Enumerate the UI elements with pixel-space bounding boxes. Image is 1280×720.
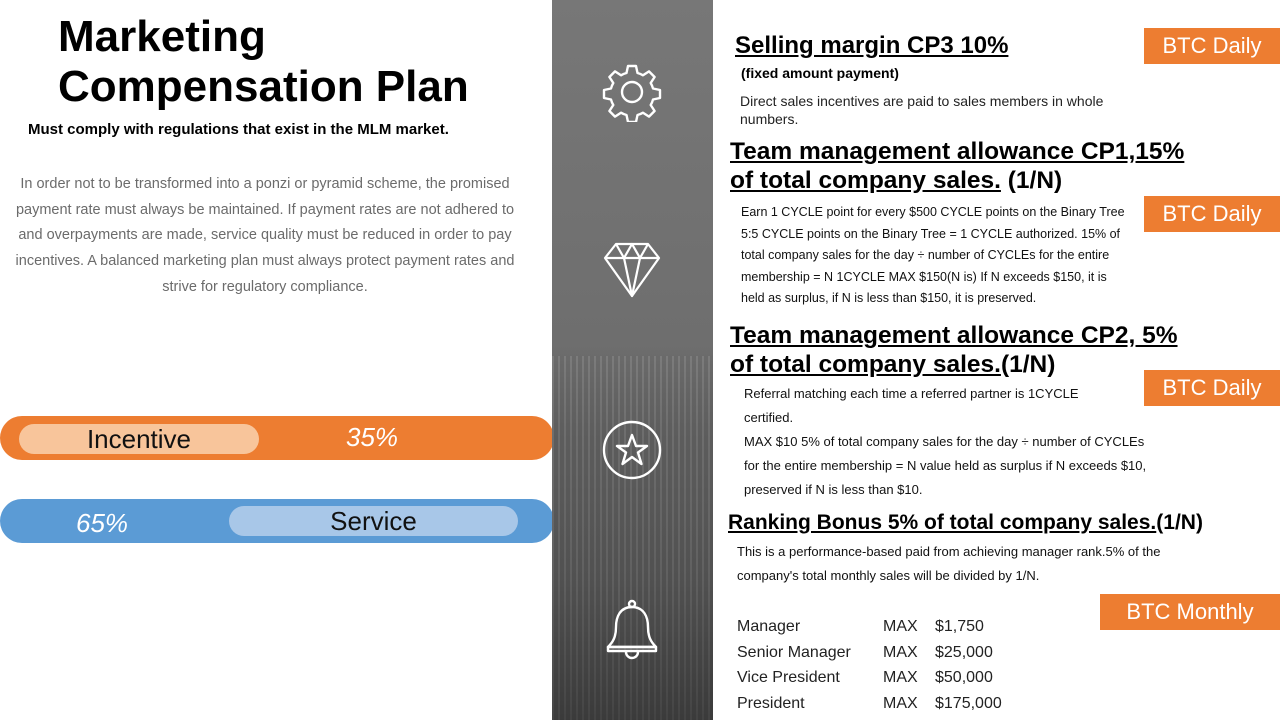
- rank-name: Manager: [737, 618, 801, 635]
- incentive-label: Incentive: [19, 424, 259, 454]
- section2-heading: [730, 137, 1250, 195]
- rank-row: [737, 614, 1037, 640]
- rank-amount: $25,000: [935, 643, 993, 661]
- rank-max: MAX: [883, 695, 918, 713]
- rank-max: MAX: [883, 669, 918, 687]
- rank-amount: $1,750: [935, 618, 984, 635]
- section1-heading: Selling margin CP3 10%: [735, 32, 1009, 59]
- background-photo: [552, 356, 713, 720]
- service-percent: 65%: [76, 508, 129, 538]
- bell-icon: [602, 599, 662, 661]
- section3-heading-line2: of total company sales.: [730, 351, 1001, 378]
- service-bar: [0, 499, 554, 543]
- section3-badge: BTC Daily: [1144, 370, 1280, 406]
- section4-heading-main: Ranking Bonus 5% of total company sales.: [728, 511, 1157, 534]
- rank-amount: $50,000: [935, 669, 993, 687]
- section4-heading-suffix: (1/N): [1156, 511, 1203, 534]
- section3-heading-line1: Team management allowance CP2, 5%: [730, 322, 1178, 349]
- gear-icon: [602, 62, 662, 122]
- section2-heading-line1: Team management allowance CP1,15%: [730, 138, 1185, 165]
- section4-badge: BTC Monthly: [1100, 594, 1280, 630]
- section2-body: Earn 1 CYCLE point for every $500 CYCLE points on the Binary Tree 5:5 CYCLE points on the Binary Tree = 1 CYCLE authorized. 15% of total company sales for the day ÷ number of CYCLEs for the entire membership = N 1CYCLE MAX $150(N is) If N exceeds $150, it is held as surplus, if N is less than $150, it is preserved.: [741, 205, 1125, 305]
- icon-column: [552, 0, 713, 720]
- rank-name: Senior Manager: [737, 643, 851, 661]
- rank-max: MAX: [883, 643, 918, 661]
- section1-subheading: (fixed amount payment): [741, 65, 899, 81]
- section4-body: This is a performance-based paid from achieving manager rank.5% of the company's total monthly sales will be divided by 1/N.: [737, 544, 1161, 583]
- section2-heading-suffix: (1/N): [1000, 167, 1063, 194]
- description: In order not to be transformed into a ponzi or pyramid scheme, the promised payment rate must always be maintained. If payment rates are not adhered to and overpayments are made, service quality must be reduced in order to pay incentives. A balanced marketing plan must always protect payment rates and strive for regulatory compliance.: [15, 176, 515, 295]
- title-line-2: Compensation Plan: [58, 62, 469, 111]
- section2-badge: BTC Daily: [1144, 196, 1280, 232]
- incentive-bar: [0, 416, 554, 460]
- section3-body-2: MAX $10 5% of total company sales for the day ÷ number of CYCLEs for the entire membership = N value held as surplus if N exceeds $10, preserved if N is less than $10.: [744, 434, 1147, 497]
- section1-body: Direct sales incentives are paid to sales members in whole numbers.: [740, 93, 1104, 127]
- diamond-icon: [602, 241, 662, 299]
- rank-row: [737, 640, 1037, 666]
- section3-body-1: Referral matching each time a referred partner is 1CYCLE certified.: [744, 386, 1079, 425]
- rank-row: [737, 691, 1037, 717]
- section4-heading: [728, 511, 1280, 535]
- service-label: Service: [229, 506, 518, 536]
- rank-amount: $175,000: [935, 695, 1002, 713]
- star-icon: [602, 420, 662, 480]
- page-title: [58, 12, 538, 112]
- section2-heading-line2: of total company sales.: [730, 167, 1001, 194]
- subtitle: Must comply with regulations that exist in the MLM market.: [28, 121, 449, 138]
- section3-heading-suffix: (1/N): [1000, 351, 1056, 378]
- rank-table: [737, 614, 1037, 717]
- rank-row: [737, 665, 1037, 691]
- rank-name: Vice President: [737, 669, 840, 687]
- incentive-percent: 35%: [346, 422, 399, 452]
- section1-badge: BTC Daily: [1144, 28, 1280, 64]
- title-line-1: Marketing: [58, 12, 266, 61]
- rank-name: President: [737, 695, 805, 713]
- rank-max: MAX: [883, 618, 918, 635]
